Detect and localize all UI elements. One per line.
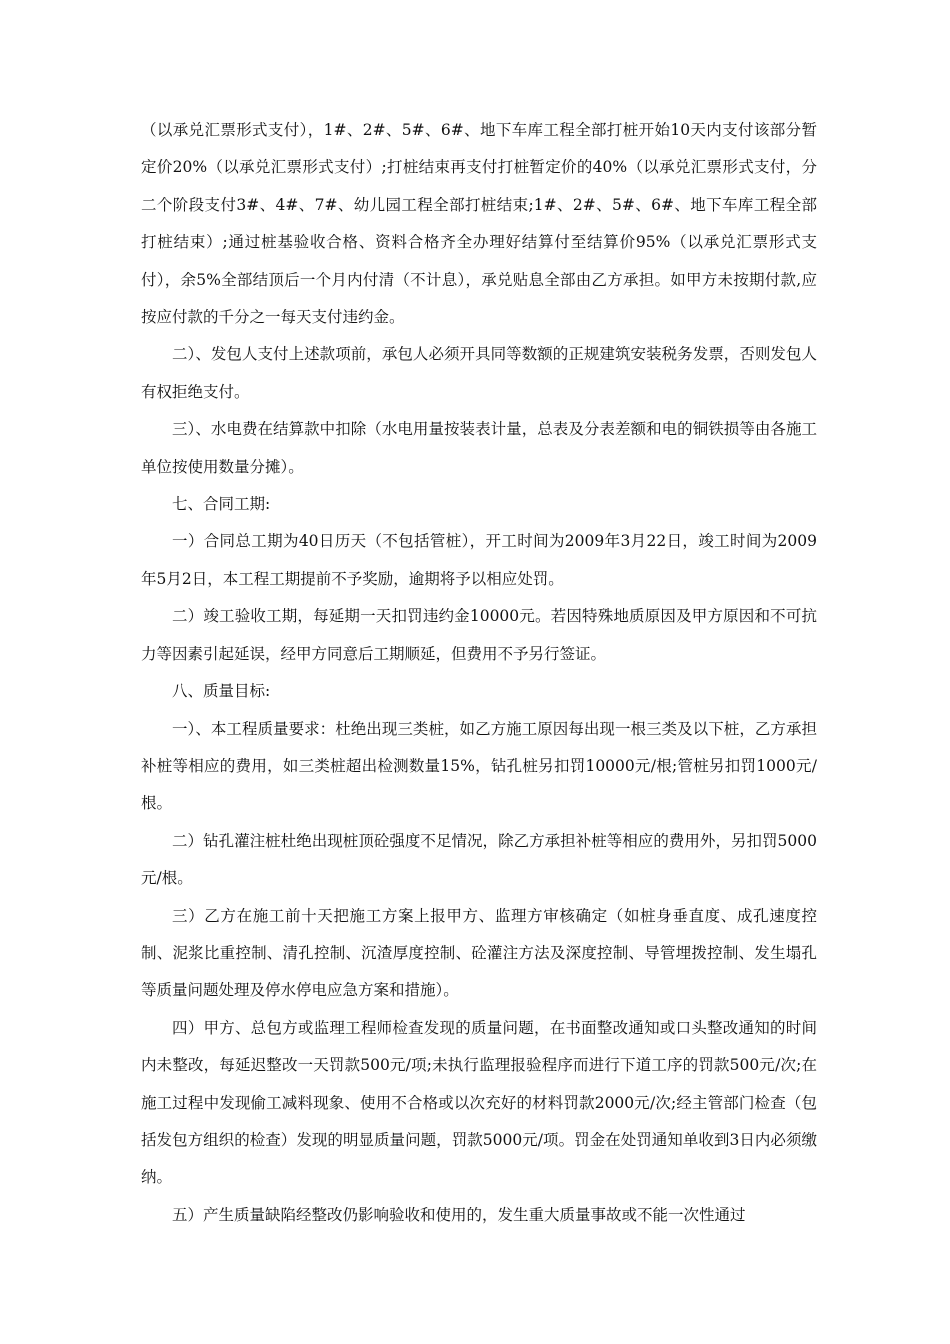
paragraph-pile-strength: 二）钻孔灌注桩杜绝出现桩顶砼强度不足情况，除乙方承担补桩等相应的费用外，另扣罚5000元/根。 bbox=[141, 831, 817, 888]
paragraph-quality-requirements: 一）、本工程质量要求：杜绝出现三类桩，如乙方施工原因每出现一根三类及以下桩，乙方承担补桩等相应的费用，如三类桩超出检测数量15%，钻孔桩另扣罚10000元/根;管桩另扣罚1000元/根。 bbox=[141, 719, 817, 813]
paragraph-construction-plan: 三）乙方在施工前十天把施工方案上报甲方、监理方审核确定（如桩身垂直度、成孔速度控制、泥浆比重控制、清孔控制、沉渣厚度控制、砼灌注方法及深度控制、导管埋拨控制、发生塌孔等质量问题处理及停水停电应急方案和措施）。 bbox=[141, 906, 817, 1000]
paragraph-completion-penalty: 二）竣工验收工期，每延期一天扣罚违约金10000元。若因特殊地质原因及甲方原因和不可抗力等因素引起延误，经甲方同意后工期顺延，但费用不予另行签证。 bbox=[141, 607, 817, 663]
paragraph-payment-terms: （以承兑汇票形式支付），1#、2#、5#、6#、地下车库工程全部打桩开始10天内支付该部分暂定价20%（以承兑汇票形式支付）;打桩结束再支付打桩暂定价的40%（以承兑汇票形式支付，分二个阶段支付3#、4#、7#、幼儿园工程全部打桩结束;1#、2#、5#、6#、地下车库工程全部打桩结束）;通过桩基验收合格、资料合格齐全办理好结算付至结算价95%（以承兑汇票形式支付），余5%全部结顶后一个月内付清（不计息），承兑贴息全部由乙方承担。如甲方未按期付款,应按应付款的千分之一每天支付违约金。 bbox=[141, 121, 817, 327]
section-heading-contract-period: 七、合同工期: bbox=[172, 495, 271, 514]
paragraph-quality-defects: 五）产生质量缺陷经整改仍影响验收和使用的，发生重大质量事故或不能一次性通过 bbox=[172, 1205, 746, 1224]
document-body bbox=[141, 112, 817, 1234]
section-heading-quality-target: 八、质量目标: bbox=[172, 682, 271, 701]
paragraph-total-duration: 一）合同总工期为40日历天（不包括管桩），开工时间为2009年3月22日，竣工时间为2009年5月2日，本工程工期提前不予奖励，逾期将予以相应处罚。 bbox=[141, 532, 817, 588]
paragraph-invoice-requirement: 二）、发包人支付上述款项前，承包人必须开具同等数额的正规建筑安装税务发票，否则发包人有权拒绝支付。 bbox=[141, 345, 817, 401]
paragraph-utility-fees: 三）、水电费在结算款中扣除（水电用量按装表计量，总表及分表差额和电的铜铁损等由各施工单位按使用数量分摊）。 bbox=[141, 420, 817, 476]
paragraph-quality-fines: 四）甲方、总包方或监理工程师检查发现的质量问题，在书面整改通知或口头整改通知的时间内未整改，每延迟整改一天罚款500元/项;未执行监理报验程序而进行下道工序的罚款500元/次;在施工过程中发现偷工减料现象、使用不合格或以次充好的材料罚款2000元/次;经主管部门检查（包括发包方组织的检查）发现的明显质量问题，罚款5000元/项。罚金在处罚通知单收到3日内必须缴纳。 bbox=[141, 1018, 817, 1187]
